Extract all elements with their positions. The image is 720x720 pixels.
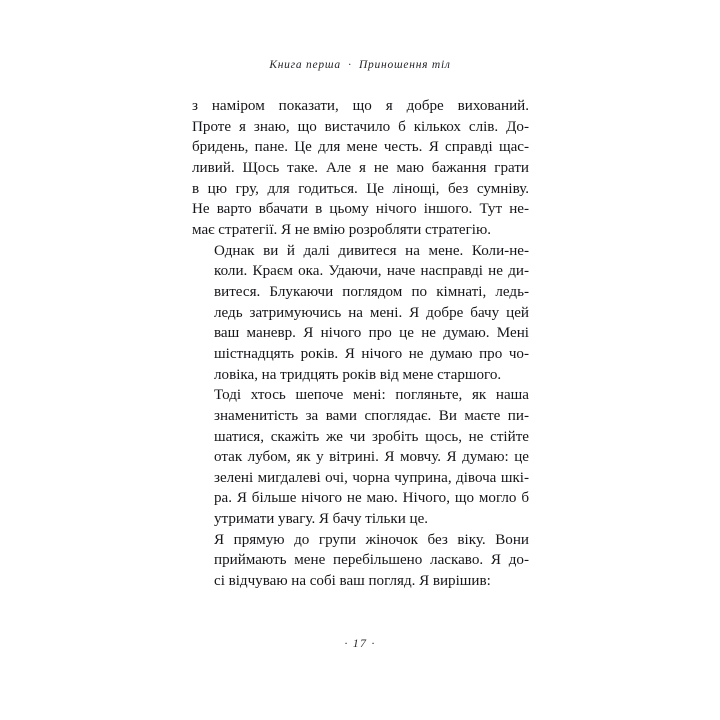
text-line: бридень, пане. Це для мене честь. Я справді щас-: [192, 139, 529, 156]
running-head: Книга перша · Приношення тіл: [269, 59, 451, 71]
text-line: Не варто вбачати в цьому нічого іншого. Тут не-: [192, 201, 529, 218]
text-line: з наміром показати, що я добре вихований.: [192, 98, 529, 114]
text-line: має стратегії. Я не вмію розробляти стратегію.: [192, 221, 492, 238]
paragraph-1: [192, 96, 529, 241]
text-line: зелені мигдалеві очі, чорна чуприна, дівоча шкі-: [214, 469, 529, 486]
text-line: коли. Краєм ока. Удаючи, наче насправді не ди-: [214, 263, 529, 280]
text-line: утримати увагу. Я бачу тільки це.: [214, 511, 429, 528]
text-line: ваш маневр. Я нічого про це не думаю. Мені: [214, 325, 529, 342]
page-number: · 17 ·: [344, 636, 376, 650]
text-line: ловіка, на тридцять років від мене старшого.: [214, 366, 502, 383]
text-line: знаменитість за вами споглядає. Ви маєте пи-: [214, 407, 529, 424]
body-text-block: [192, 96, 529, 592]
text-line: приймають мене перебільшено ласкаво. Я до-: [214, 552, 529, 569]
text-line: Я прямую до групи жіночок без віку. Вони: [214, 531, 529, 548]
text-line: Проте я знаю, що вистачило б кількох слів. До-: [192, 118, 529, 135]
text-line: витеся. Блукаючи поглядом по кімнаті, ледь-: [214, 283, 529, 300]
paragraph-3: [192, 385, 529, 530]
text-line: ливий. Щось таке. Але я не маю бажання грати: [192, 159, 529, 176]
text-line: сі відчуваю на собі ваш погляд. Я вирішив:: [214, 573, 491, 590]
paragraph-4: [192, 530, 529, 592]
text-line: шатися, скажіть же чи зробіть щось, не стійте: [214, 428, 529, 445]
text-line: ледь затримуючись на мені. Я добре бачу цей: [214, 304, 529, 321]
text-line: ра. Я більше нічого не маю. Нічого, що могло б: [214, 490, 529, 507]
text-line: Однак ви й далі дивитеся на мене. Коли-не-: [214, 242, 529, 259]
text-line: в цю гру, для годиться. Це лінощі, без сумніву.: [192, 180, 529, 197]
text-line: отак лубом, як у вітрині. Я мовчу. Я думаю: це: [214, 449, 529, 466]
text-line: Тоді хтось шепоче мені: погляньте, як наша: [214, 387, 529, 404]
text-line: шістнадцять років. Я нічого не думаю про чо-: [214, 345, 529, 362]
paragraph-2: [192, 241, 529, 386]
